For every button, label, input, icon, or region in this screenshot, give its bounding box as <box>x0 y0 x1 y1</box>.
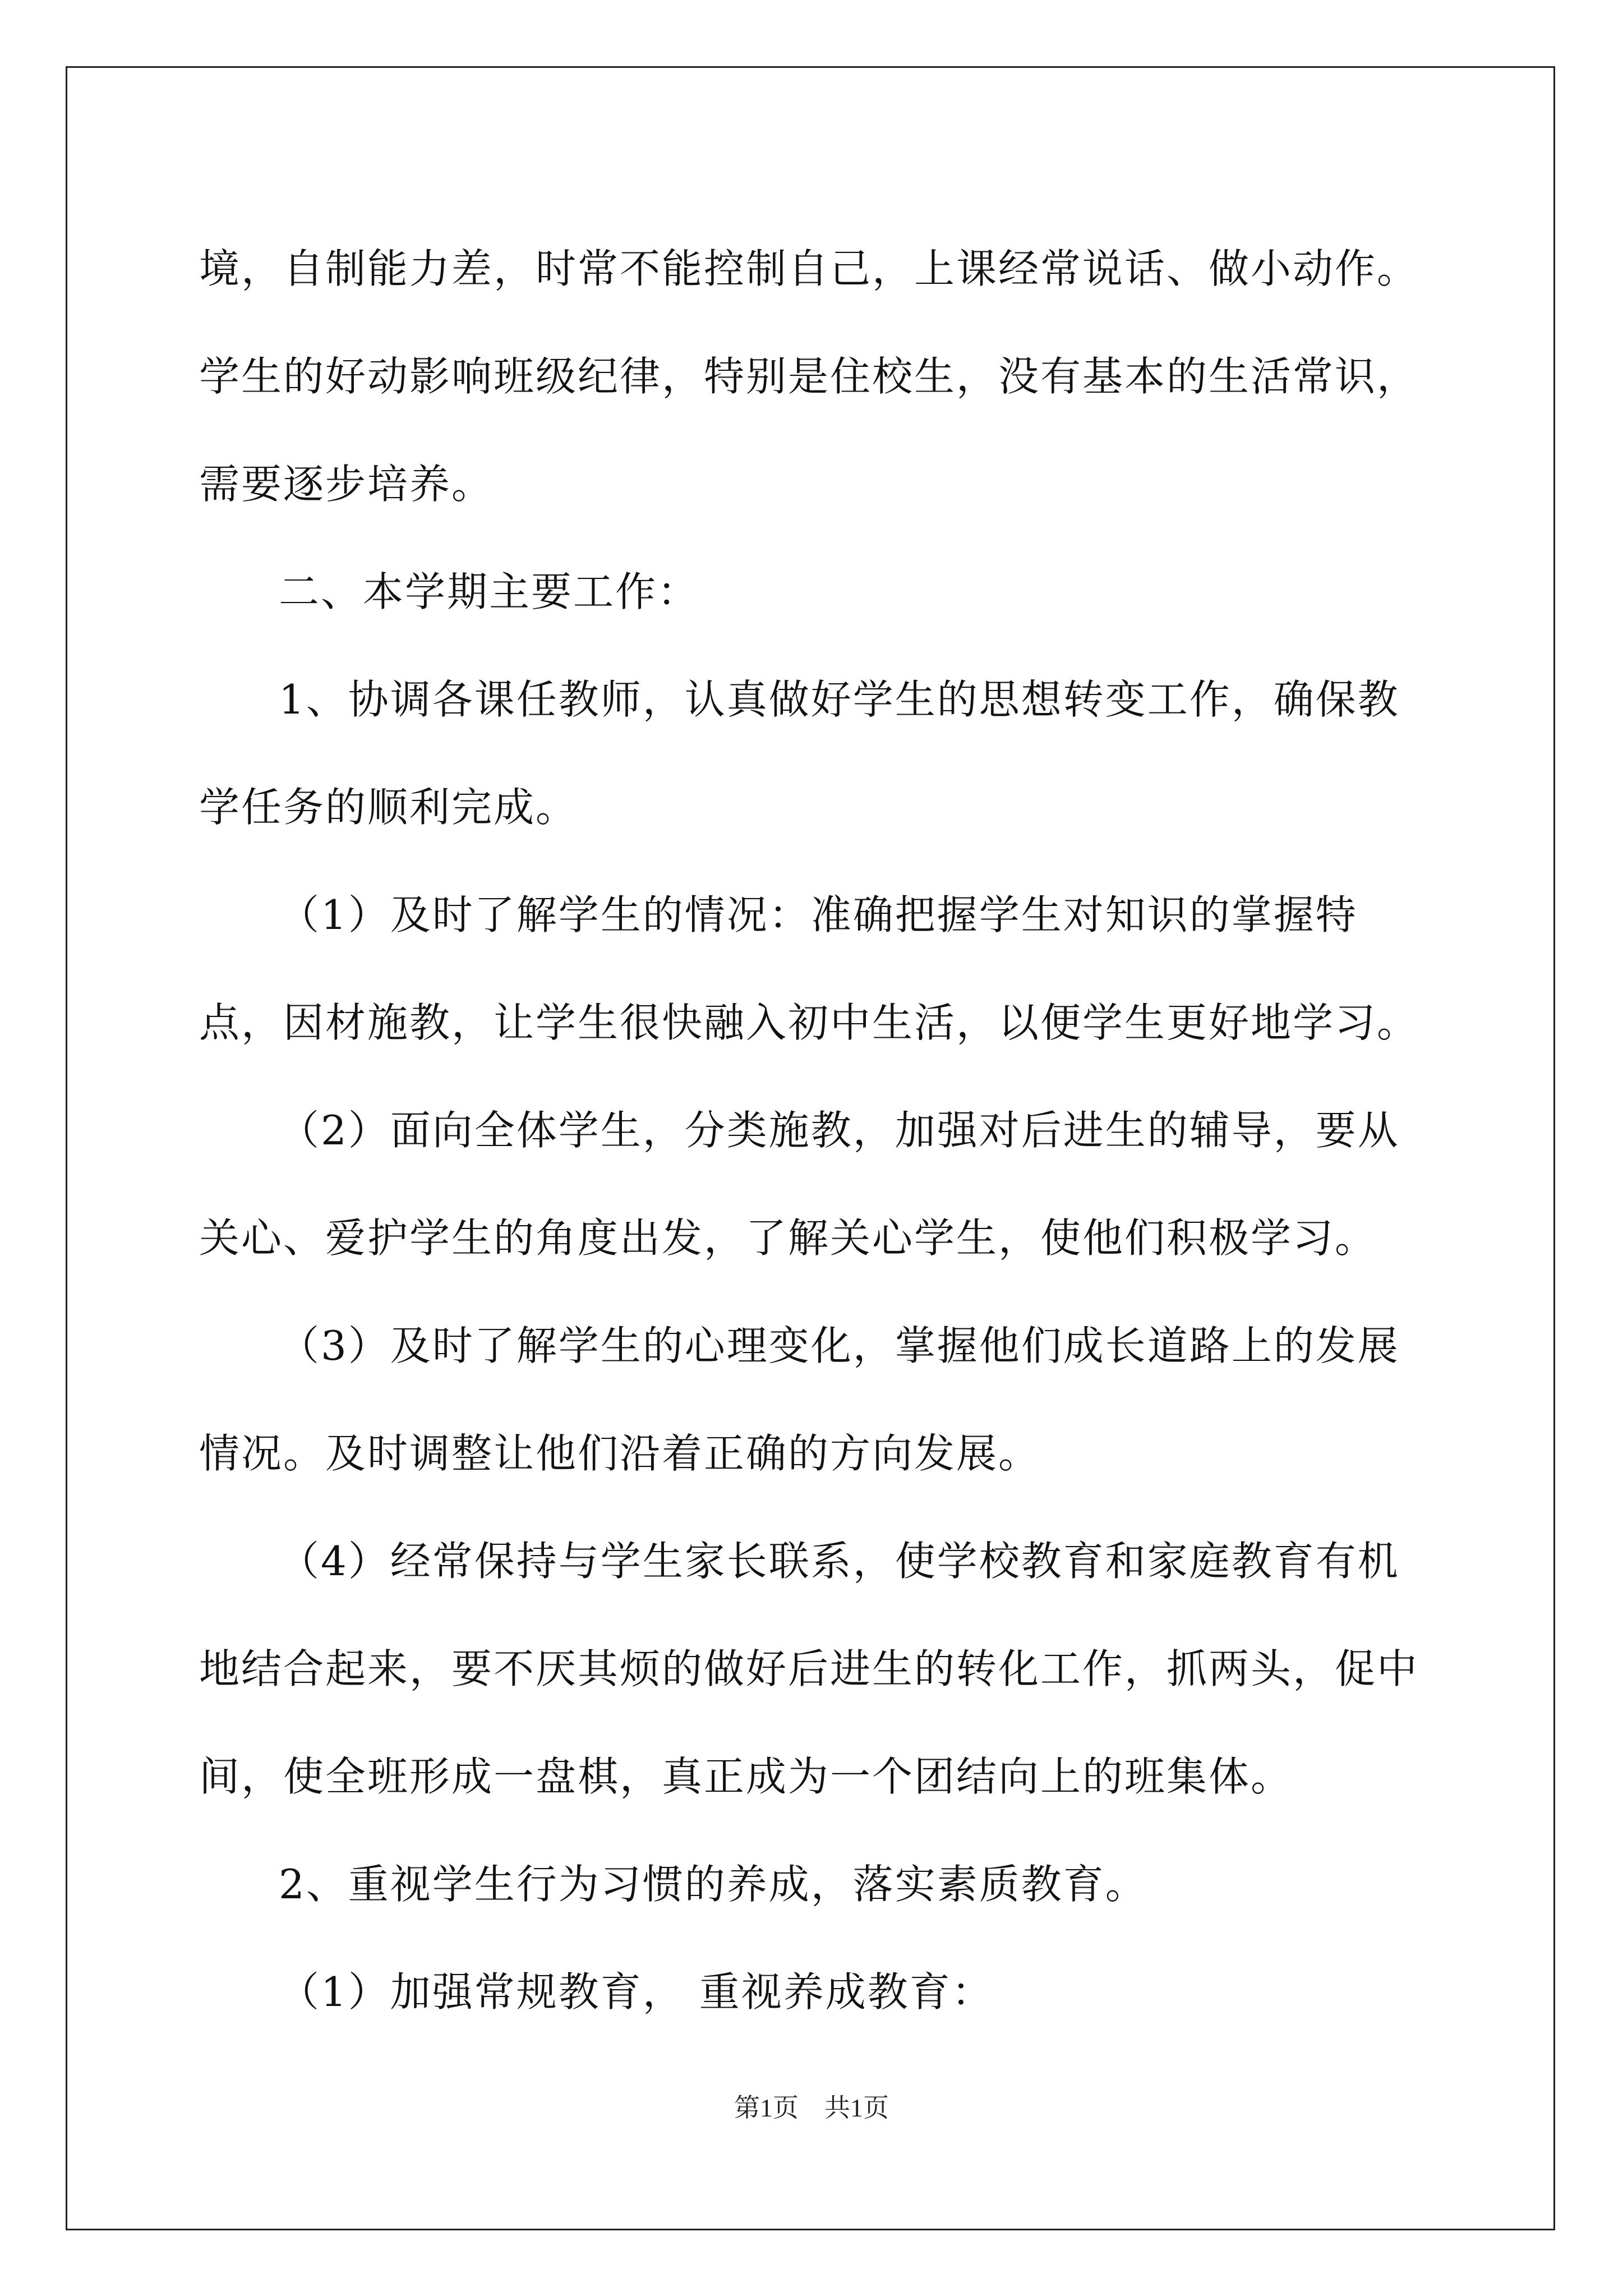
document-body <box>199 215 1430 2046</box>
paragraph: 境，自制能力差，时常不能控制自己，上课经常说话、做小动作。学生的好动影响班级纪律，特别是住校生，没有基本的生活常识，需要逐步培养。 <box>199 245 1419 508</box>
paragraph: 2、重视学生行为习惯的养成，落实素质教育。 <box>279 1861 1147 1908</box>
paragraph: （4）经常保持与学生家长联系，使学校教育和家庭教育有机地结合起来，要不厌其烦的做好后进生的转化工作，抓两头，促中间，使全班形成一盘棋，真正成为一个团结向上的班集体。 <box>199 1538 1419 1800</box>
paragraph: （1）及时了解学生的情况：准确把握学生对知识的掌握特点，因材施教，让学生很快融入初中生活，以便学生更好地学习。 <box>199 891 1419 1046</box>
section-heading: 二、本学期主要工作： <box>279 568 700 615</box>
page-footer: 第1页 共1页 <box>734 2093 889 2122</box>
paragraph: （1）加强常规教育， 重视养成教育： <box>279 1968 994 2016</box>
paragraph: 1、协调各课任教师，认真做好学生的思想转变工作，确保教学任务的顺利完成。 <box>199 676 1400 831</box>
paragraph: （2）面向全体学生，分类施教，加强对后进生的辅导，要从关心、爱护学生的角度出发，了解关心学生，使他们积极学习。 <box>199 1107 1400 1262</box>
paragraph: （3）及时了解学生的心理变化，掌握他们成长道路上的发展情况。及时调整让他们沿着正确的方向发展。 <box>199 1322 1400 1477</box>
